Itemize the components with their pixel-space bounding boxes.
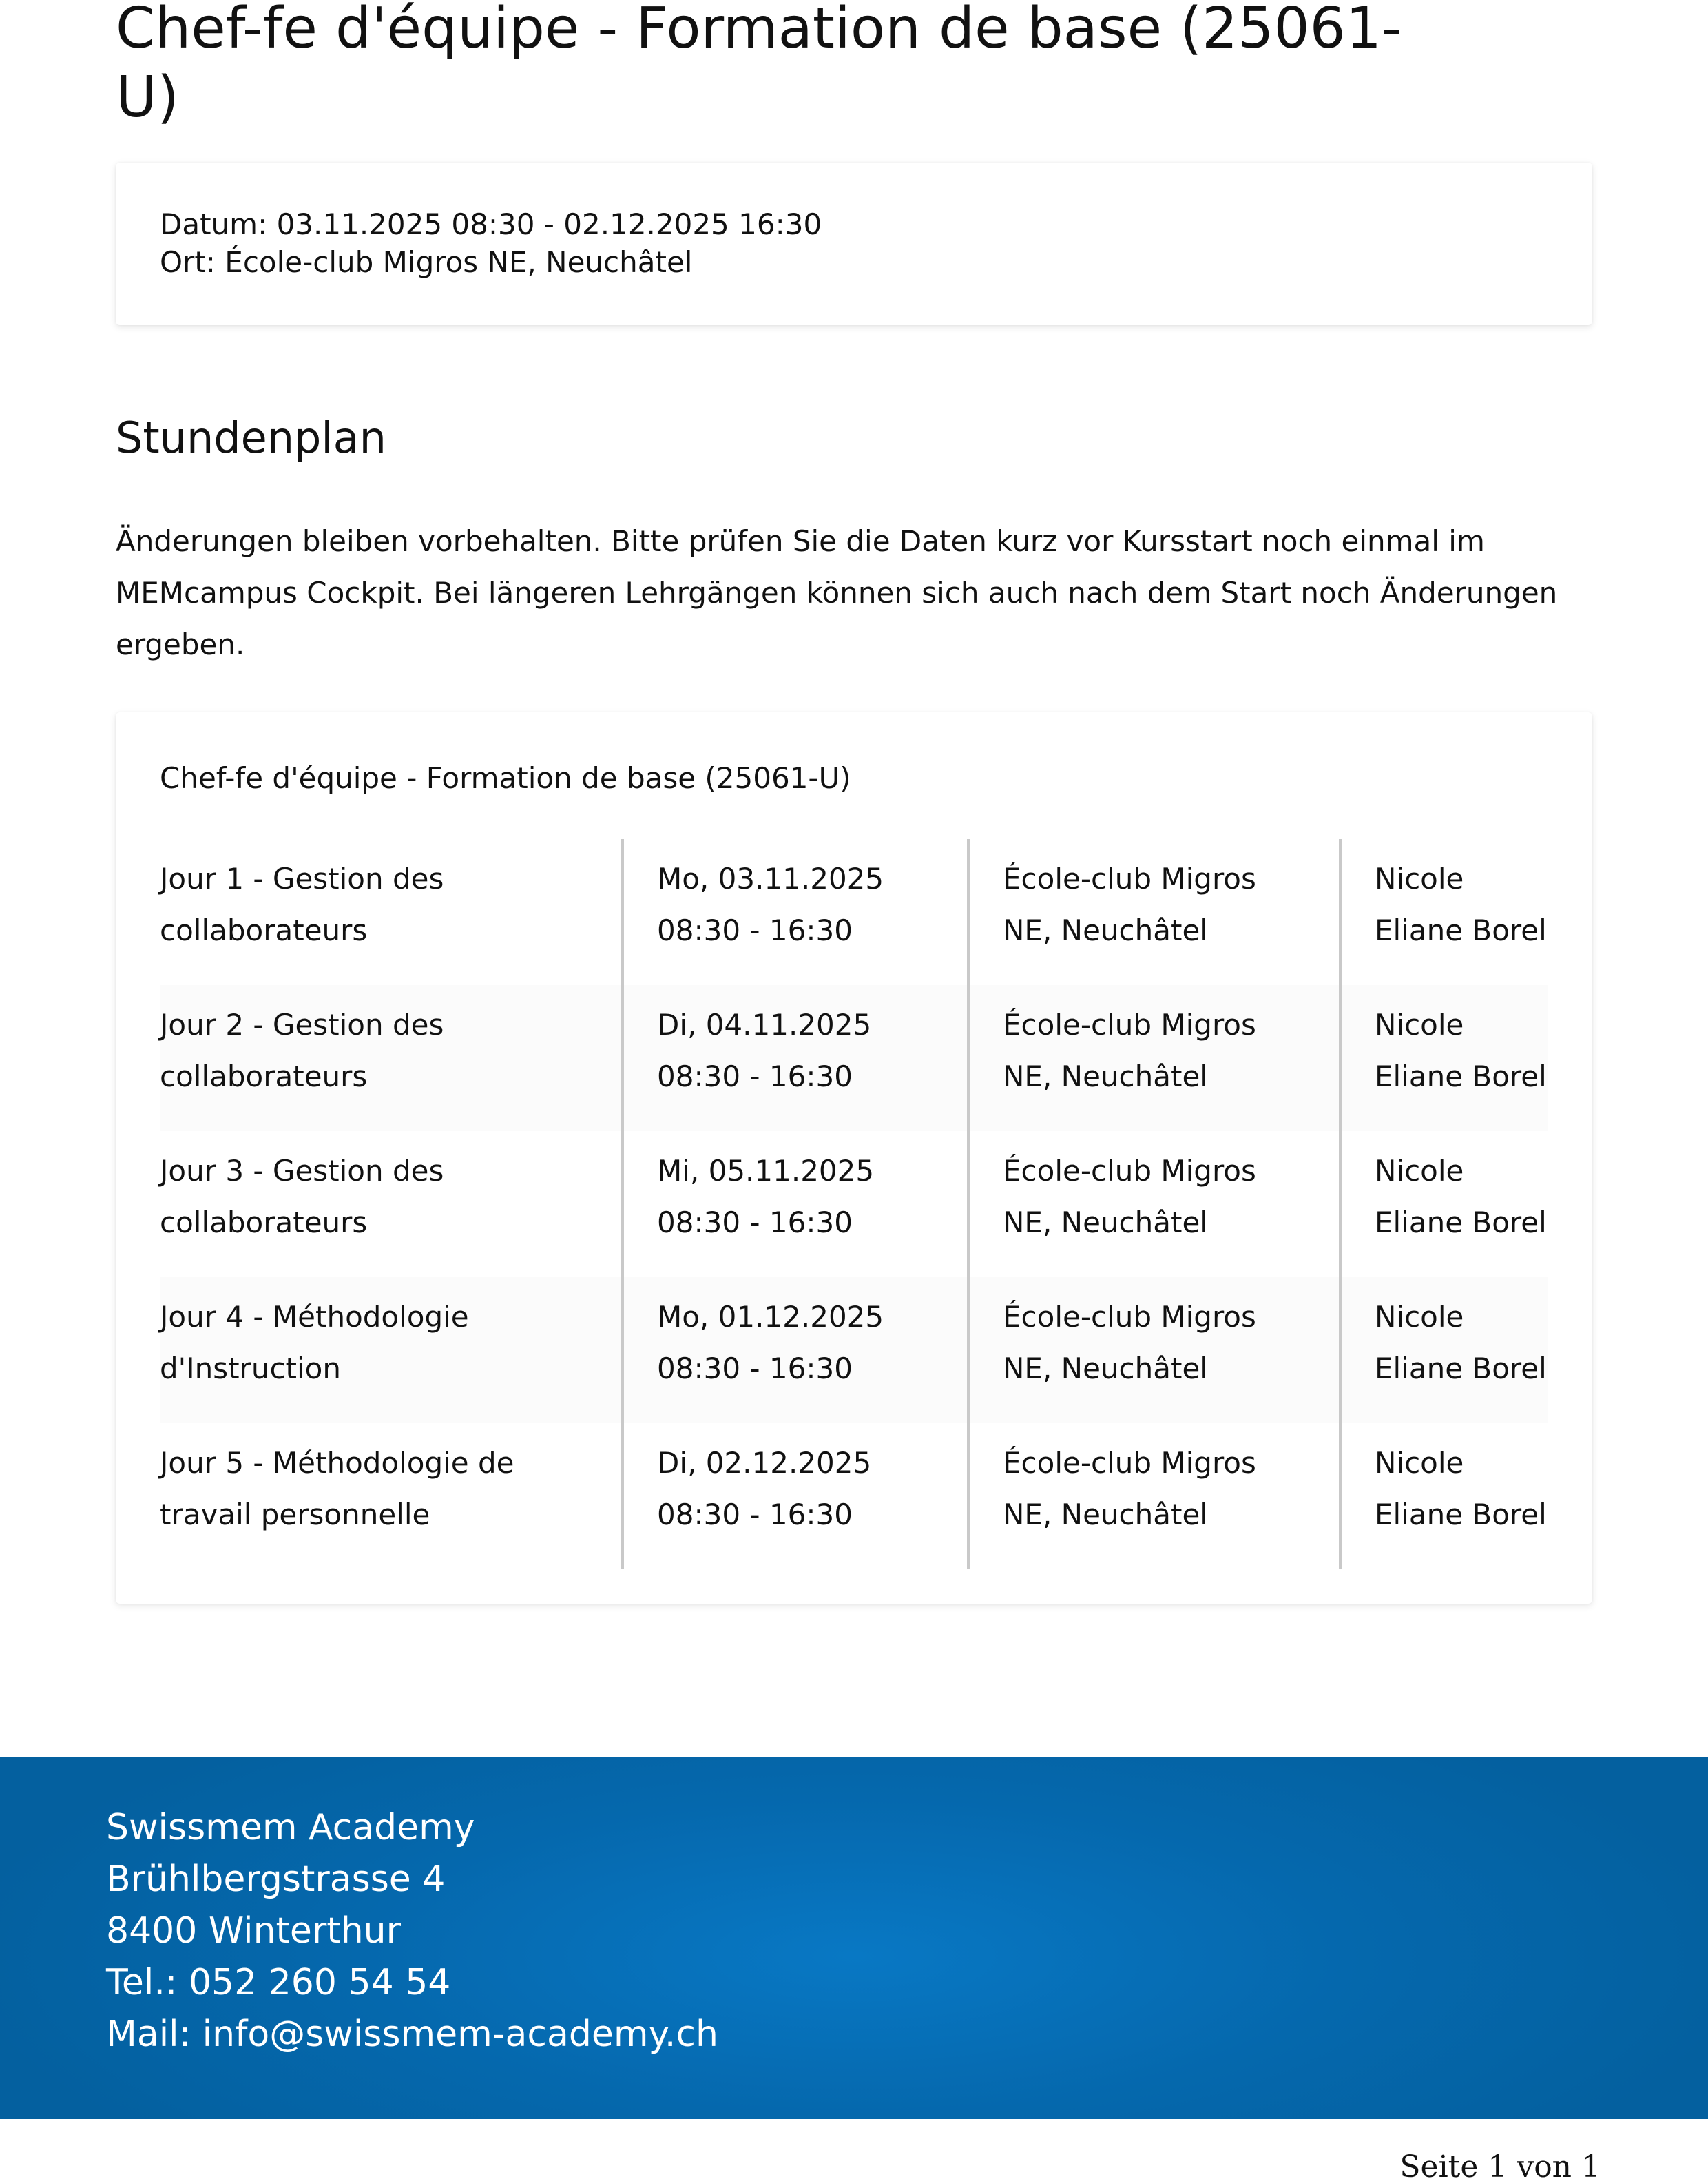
session-cell: Jour 1 - Gestion des collaborateurs xyxy=(160,862,444,947)
table-row xyxy=(160,1131,1548,1277)
schedule-table xyxy=(160,839,1548,1569)
footer-phone: Tel.: 052 260 54 54 xyxy=(106,1962,451,2003)
location-cell: École-club Migros NE, Neuchâtel xyxy=(967,1131,1339,1277)
location-cell: École-club Migros NE, Neuchâtel xyxy=(967,985,1339,1131)
datetime-cell: Di, 04.11.2025 08:30 - 16:30 xyxy=(621,985,967,1131)
footer xyxy=(0,1757,1708,2119)
table-row xyxy=(160,839,1548,985)
location-cell: École-club Migros NE, Neuchâtel xyxy=(967,1423,1339,1569)
location-cell: École-club Migros NE, Neuchâtel xyxy=(967,839,1339,985)
table-row xyxy=(160,1277,1548,1423)
datetime-cell: Di, 02.12.2025 08:30 - 16:30 xyxy=(621,1423,967,1569)
footer-city: 8400 Winterthur xyxy=(106,1910,401,1952)
session-cell: Jour 4 - Méthodologie d'Instruction xyxy=(160,1277,621,1423)
session-cell: Jour 5 - Méthodologie de travail personnelle xyxy=(160,1446,514,1531)
footer-street: Brühlbergstrasse 4 xyxy=(106,1859,446,1900)
footer-email: Mail: info@swissmem-academy.ch xyxy=(106,2014,718,2055)
instructor-cell: Nicole Eliane Borel xyxy=(1339,1423,1548,1569)
schedule-card xyxy=(116,712,1592,1604)
datetime-cell: Mo, 01.12.2025 08:30 - 16:30 xyxy=(621,1277,967,1423)
session-cell: Jour 3 - Gestion des collaborateurs xyxy=(160,1154,444,1239)
session-cell: Jour 2 - Gestion des collaborateurs xyxy=(160,985,621,1131)
table-row xyxy=(160,985,1548,1131)
page-title: Chef-fe d'équipe - Formation de base (25061-U) xyxy=(116,0,1402,130)
location-cell: École-club Migros NE, Neuchâtel xyxy=(967,1277,1339,1423)
footer-organization: Swissmem Academy xyxy=(106,1807,475,1848)
table-row xyxy=(160,1423,1548,1569)
schedule-notice: Änderungen bleiben vorbehalten. Bitte prüfen Sie die Daten kurz vor Kursstart noch einmal im MEMcampus Cockpit. Bei längeren Lehrgängen können sich auch nach dem Start noch Änderungen ergeben. xyxy=(116,524,1558,661)
schedule-heading: Stundenplan xyxy=(116,413,386,463)
schedule-course-title: Chef-fe d'équipe - Formation de base (25061-U) xyxy=(160,761,851,795)
page-number: Seite 1 von 1 xyxy=(1399,2149,1601,2181)
instructor-cell: Nicole Eliane Borel xyxy=(1339,1131,1548,1277)
course-info-card xyxy=(116,163,1592,325)
course-date: Datum: 03.11.2025 08:30 - 02.12.2025 16:30 xyxy=(160,207,822,241)
instructor-cell: Nicole Eliane Borel xyxy=(1339,839,1548,985)
instructor-cell: Nicole Eliane Borel xyxy=(1339,1277,1548,1423)
instructor-cell: Nicole Eliane Borel xyxy=(1339,985,1548,1131)
datetime-cell: Mo, 03.11.2025 08:30 - 16:30 xyxy=(621,839,967,985)
datetime-cell: Mi, 05.11.2025 08:30 - 16:30 xyxy=(621,1131,967,1277)
course-location: Ort: École-club Migros NE, Neuchâtel xyxy=(160,245,693,279)
